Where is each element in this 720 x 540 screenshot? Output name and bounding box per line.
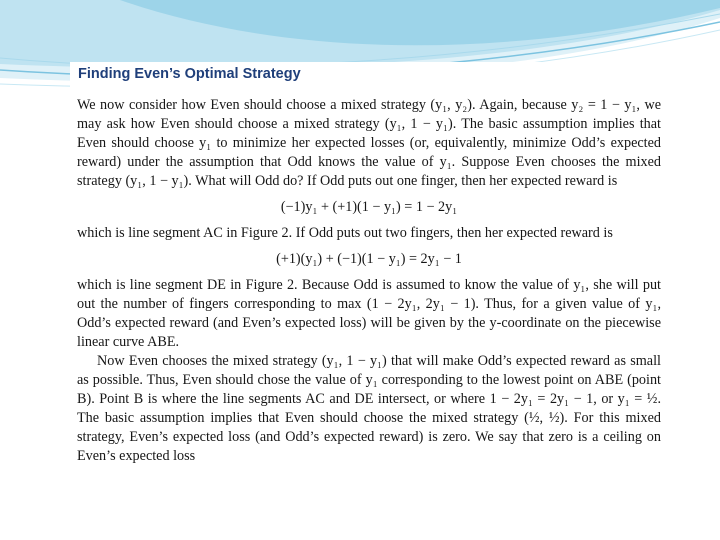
equation-one-finger: (−1)y₁ + (+1)(1 − y₁) = 1 − 2y₁ (280, 199, 458, 215)
paragraph-segment-de: which is line segment DE in Figure 2. Because Odd is assumed to know the value of y₁, she will put out the number of fingers corresponding to max (1 − 2y₁, 2y₁ − 1). Thus, for a given value of y₁, Odd’s expected reward (and Even’s expected loss) will be given by the y-coordinate on the piecewise linear curve ABE. (77, 277, 661, 351)
paragraph-intro: We now consider how Even should choose a mixed strategy (y₁, y₂). Again, because y₂ = 1 − y₁, we may ask how Even should choose a mixed strategy (y₁, 1 − y₁). The basic assumption implies that Even should choose y₁ to minimize her expected losses (or, equivalently, minimize Odd’s expected reward) under the assumption that Odd knows the value of y₁. Suppose Even chooses the mixed strategy (y₁, 1 − y₁). What will Odd do? If Odd puts out one finger, then her expected reward is (77, 97, 661, 190)
textbook-page (70, 62, 668, 532)
paragraph-segment-ac: which is line segment AC in Figure 2. If Odd puts out two fingers, then her expected reward is (77, 225, 613, 241)
paragraph-even-choice: Now Even chooses the mixed strategy (y₁, 1 − y₁) that will make Odd’s expected reward as small as possible. Thus, Even should chose the value of y₁ corresponding to the lowest point on ABE (point B). Point B is where the line segments AC and DE intersect, or where 1 − 2y₁ = 2y₁ − 1, or y₁ = ½. The basic assumption implies that Even should choose the mixed strategy (½, ½). For this mixed strategy, Even’s expected loss (and Odd’s expected reward) is zero. We say that zero is a ceiling on Even’s expected loss (77, 353, 661, 465)
section-heading: Finding Even’s Optimal Strategy (78, 66, 301, 82)
equation-two-fingers: (+1)(y₁) + (−1)(1 − y₁) = 2y₁ − 1 (276, 251, 462, 267)
